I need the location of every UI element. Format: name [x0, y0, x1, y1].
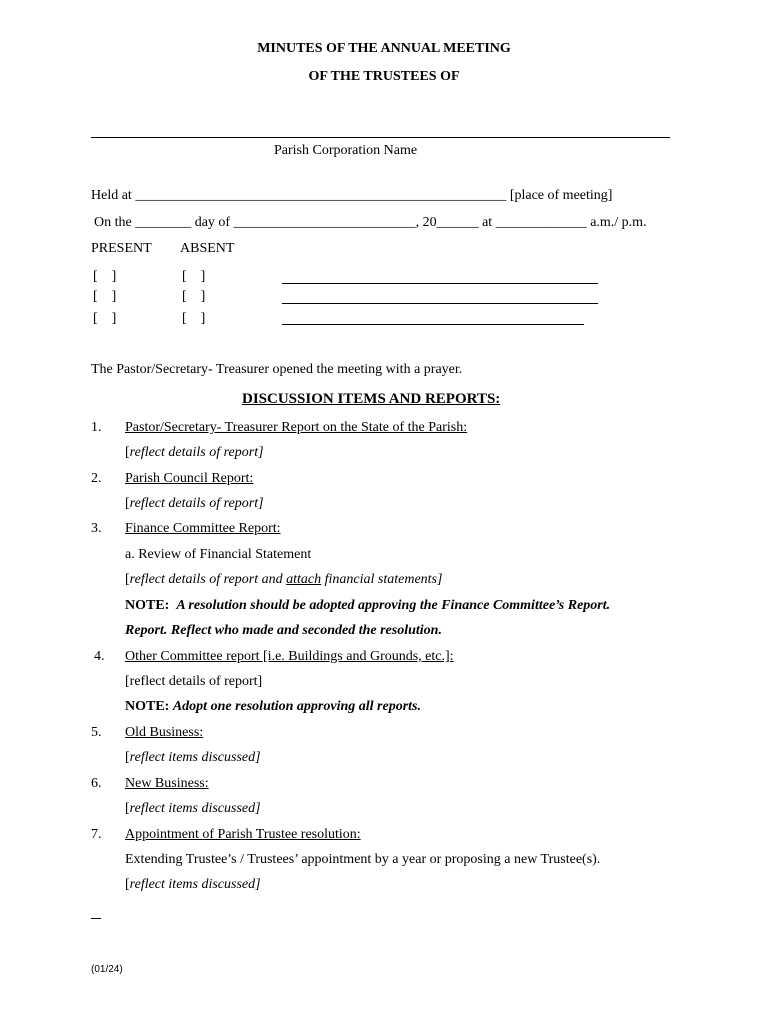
item-1-number: 1. [91, 420, 102, 435]
bracket: [ [125, 572, 130, 587]
item-4-detail: [reflect details of report] [125, 674, 263, 689]
item-1-title: Pastor/Secretary- Treasurer Report on the State of the Parish: [125, 420, 468, 435]
held-at-line[interactable]: Held at _____________________________________________________ [place of meeting] [91, 188, 613, 203]
item-2-number: 2. [91, 471, 102, 486]
subitem-letter: a [125, 547, 132, 562]
subitem-text: . Review of Financial Statement [131, 547, 312, 562]
corporation-name-line[interactable] [91, 137, 670, 138]
present-label: PRESENT [91, 241, 152, 256]
absent-checkbox-1[interactable]: [ ] [182, 269, 206, 284]
bracket: [ [125, 496, 130, 511]
section-heading: DISCUSSION ITEMS AND REPORTS: [242, 391, 501, 407]
item-3-title: Finance Committee Report: [125, 521, 281, 536]
absent-checkbox-2[interactable]: [ ] [182, 289, 206, 304]
corporation-name-label: Parish Corporation Name [274, 143, 418, 158]
item-2-title: Parish Council Report: [125, 471, 254, 486]
item-2-detail [125, 497, 264, 511]
note-label: NOTE: [125, 699, 170, 714]
present-checkbox-1[interactable]: [ ] [93, 269, 117, 284]
note-text: A resolution should be adopted approving the Finance Committee’s Report. [176, 598, 611, 613]
item-3-number: 3. [91, 521, 102, 536]
bracket: [ [125, 801, 130, 816]
attendee-name-line-3[interactable] [282, 324, 584, 325]
item-7-title: Appointment of Parish Trustee resolution: [125, 827, 361, 842]
note-text: Adopt one resolution approving all reports. [172, 699, 421, 714]
item-4-note [125, 700, 421, 714]
item-7-detail [125, 878, 261, 892]
bracket: [ [125, 750, 130, 765]
item-6-title: New Business: [125, 776, 209, 791]
title-line-2: OF THE TRUSTEES OF [308, 69, 460, 84]
item-3-detail-attach: attach [286, 572, 322, 587]
absent-checkbox-3[interactable]: [ ] [182, 311, 206, 326]
item-6-detail-text: reflect items discussed] [129, 801, 261, 816]
form-revision-code: (01/24) [91, 964, 123, 975]
item-5-detail [125, 751, 261, 765]
item-3-note [125, 599, 610, 613]
item-5-number: 5. [91, 725, 102, 740]
note-label: NOTE: [125, 598, 170, 613]
bracket: [ [125, 445, 130, 460]
item-1-detail-text: reflect details of report] [129, 445, 264, 460]
item-6-number: 6. [91, 776, 102, 791]
present-checkbox-3[interactable]: [ ] [93, 311, 117, 326]
item-4-title: Other Committee report [i.e. Buildings and Grounds, etc.]: [125, 649, 454, 664]
item-3-subitem-a [125, 548, 311, 562]
title-line-1: MINUTES OF THE ANNUAL MEETING [257, 41, 511, 56]
item-4-number: 4. [94, 649, 105, 664]
opening-statement: The Pastor/Secretary- Treasurer opened the meeting with a prayer. [91, 362, 463, 377]
footnote-divider [91, 918, 101, 919]
item-3-detail-pre: reflect details of report and [129, 572, 287, 587]
attendee-name-line-1[interactable] [282, 283, 598, 284]
item-7-number: 7. [91, 827, 102, 842]
item-5-title: Old Business: [125, 725, 204, 740]
present-checkbox-2[interactable]: [ ] [93, 289, 117, 304]
item-7-detail-text: reflect items discussed] [129, 877, 261, 892]
item-2-detail-text: reflect details of report] [129, 496, 264, 511]
item-5-detail-text: reflect items discussed] [129, 750, 261, 765]
item-3-detail [125, 573, 442, 587]
item-3-detail-post: financial statements] [321, 572, 443, 587]
item-1-detail [125, 446, 264, 460]
absent-label: ABSENT [180, 241, 235, 256]
attendee-name-line-2[interactable] [282, 303, 598, 304]
item-7-text: Extending Trustee’s / Trustees’ appointment by a year or proposing a new Trustee(s). [125, 852, 601, 867]
item-6-detail [125, 802, 261, 816]
item-3-note-continued: Report. Reflect who made and seconded the resolution. [125, 623, 442, 638]
meeting-date-line[interactable]: On the ________ day of __________________________, 20______ at _____________ a.m./ p.m. [94, 215, 647, 230]
bracket: [ [125, 877, 130, 892]
